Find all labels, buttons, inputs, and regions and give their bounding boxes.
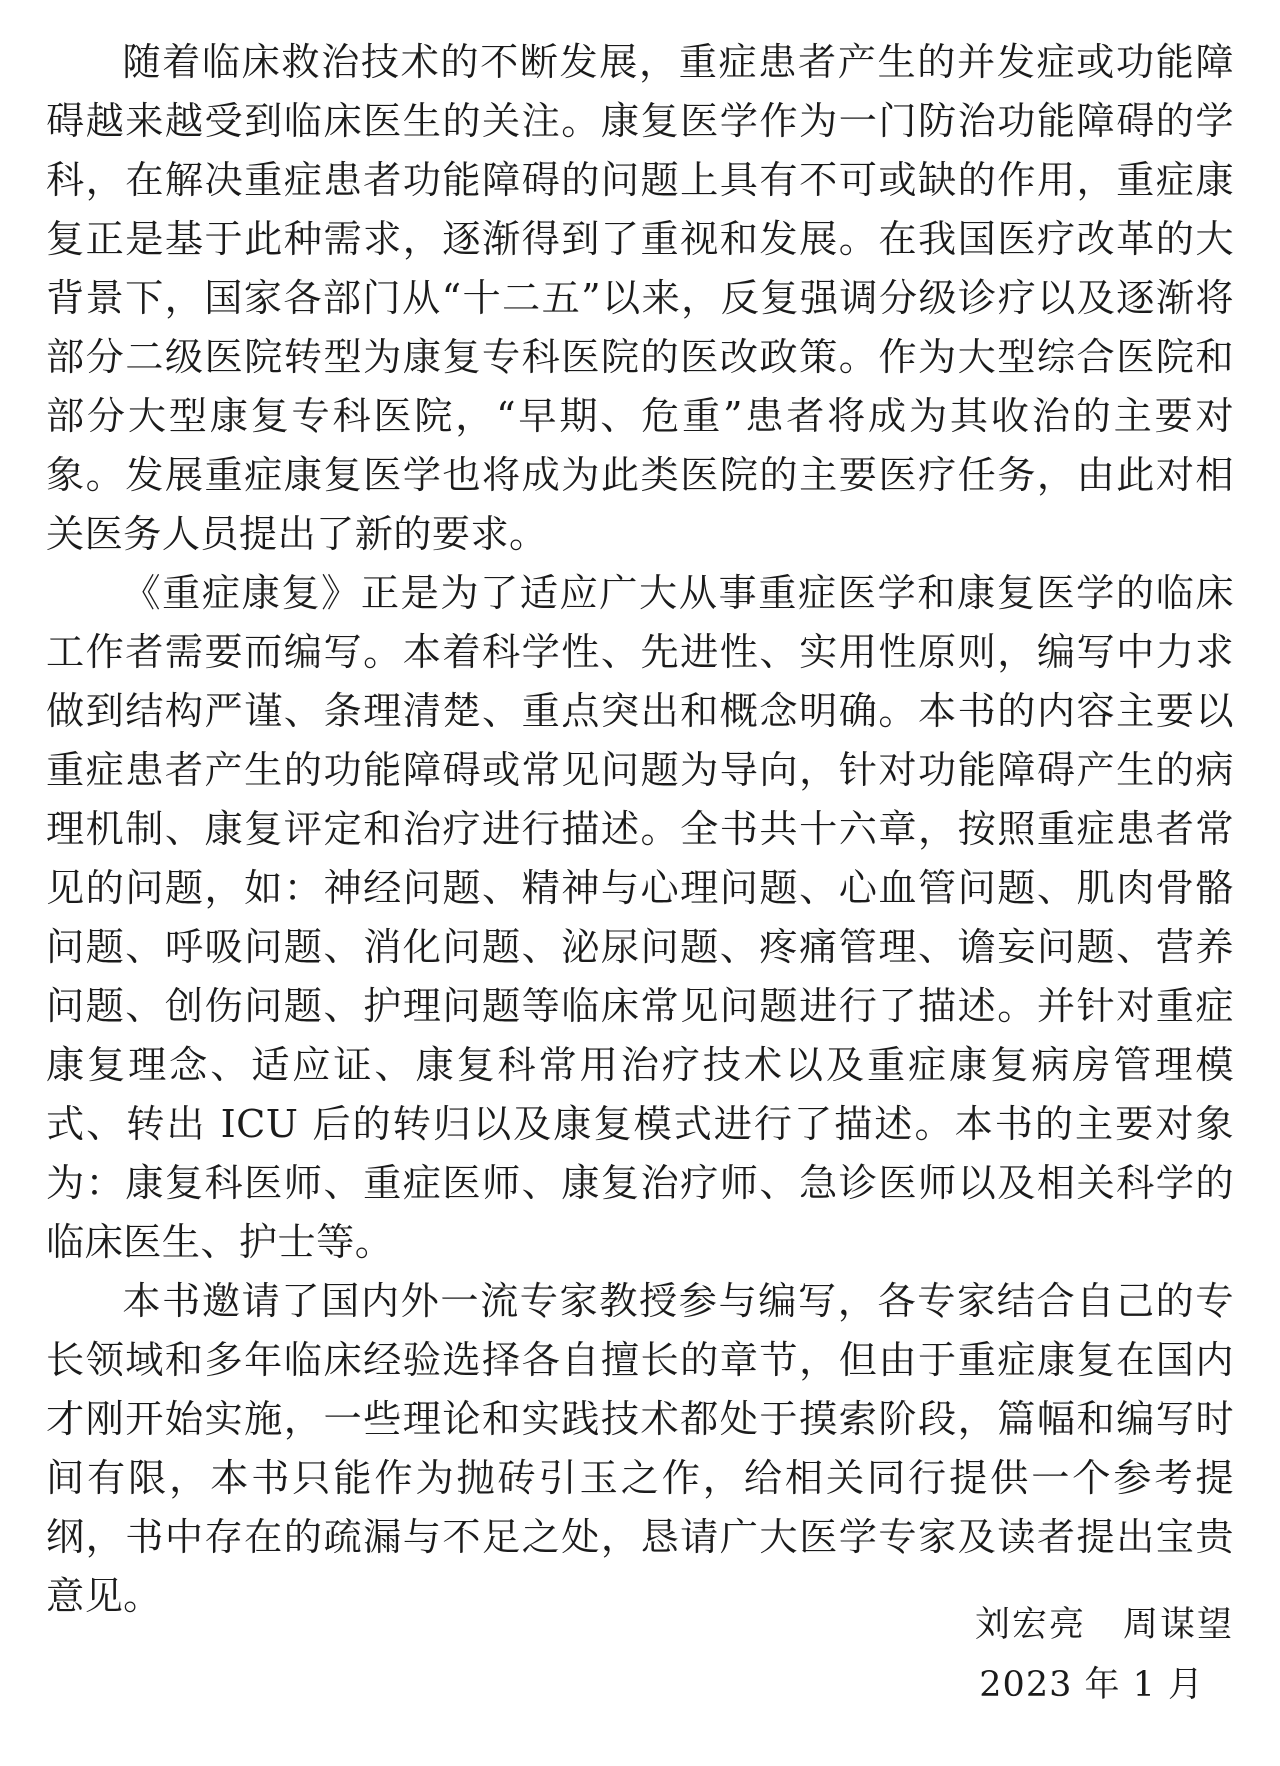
paragraph-3: 本书邀请了国内外一流专家教授参与编写，各专家结合自己的专长领域和多年临床经验选择各自擅长的章节，但由于重症康复在国内才刚开始实施，一些理论和实践技术都处于摸索阶段，篇幅和编写时间有限，本书只能作为抛砖引玉之作，给相关同行提供一个参考提纲，书中存在的疏漏与不足之处，恳请广大医学专家及读者提出宝贵意见。 bbox=[46, 1280, 1234, 1619]
signature-block bbox=[975, 1595, 1234, 1715]
paragraph-2: 《重症康复》正是为了适应广大从事重症医学和康复医学的临床工作者需要而编写。本着科学性、先进性、实用性原则，编写中力求做到结构严谨、条理清楚、重点突出和概念明确。本书的内容主要以重症患者产生的功能障碍或常见问题为导向，针对功能障碍产生的病理机制、康复评定和治疗进行描述。全书共十六章，按照重症患者常见的问题，如：神经问题、精神与心理问题、心血管问题、肌肉骨骼问题、呼吸问题、消化问题、泌尿问题、疼痛管理、谵妄问题、营养问题、创伤问题、护理问题等临床常见问题进行了描述。并针对重症康复理念、适应证、康复科常用治疗技术以及重症康复病房管理模式、转出 ICU 后的转归以及康复模式进行了描述。本书的主要对象为：康复科医师、重症医师、康复治疗师、急诊医师以及相关科学的临床医生、护士等。 bbox=[46, 572, 1234, 1265]
signature-date: 2023 年 1 月 bbox=[979, 1665, 1204, 1705]
preface-body bbox=[46, 34, 1234, 1627]
paragraph-1: 随着临床救治技术的不断发展，重症患者产生的并发症或功能障碍越来越受到临床医生的关注。康复医学作为一门防治功能障碍的学科，在解决重症患者功能障碍的问题上具有不可或缺的作用，重症康复正是基于此种需求，逐渐得到了重视和发展。在我国医疗改革的大背景下，国家各部门从“十二五”以来，反复强调分级诊疗以及逐渐将部分二级医院转型为康复专科医院的医改政策。作为大型综合医院和部分大型康复专科医院，“早期、危重”患者将成为其收治的主要对象。发展重症康复医学也将成为此类医院的主要医疗任务，由此对相关医务人员提出了新的要求。 bbox=[46, 41, 1234, 557]
author-names: 刘宏亮 周谋望 bbox=[974, 1605, 1234, 1645]
